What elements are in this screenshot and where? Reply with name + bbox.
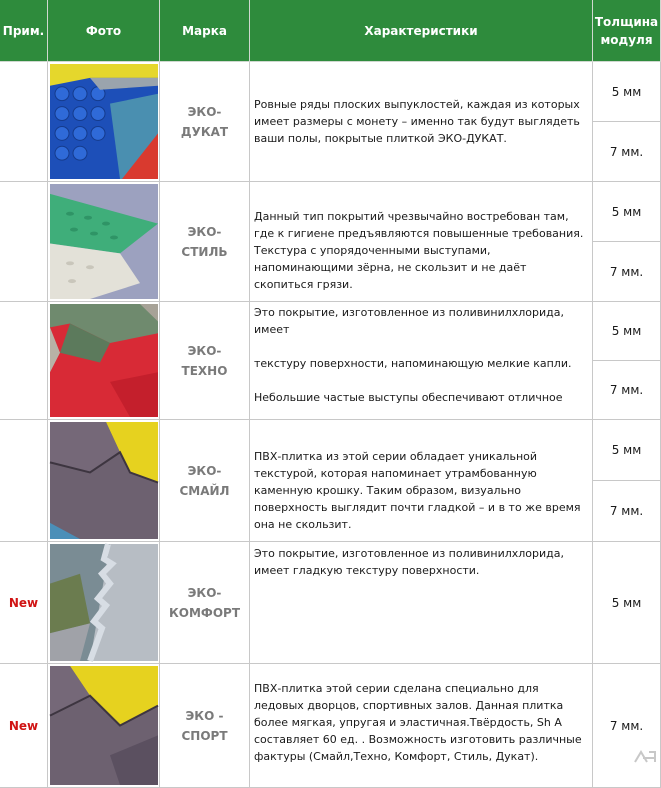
thickness-cell <box>593 420 661 542</box>
description <box>250 420 593 542</box>
brand-line1: ЭКО - <box>185 708 224 723</box>
row-note-new: New <box>0 664 48 788</box>
brand-line1: ЭКО- <box>187 585 222 600</box>
thickness-cell <box>593 542 661 664</box>
brand-line2: СТИЛЬ <box>181 244 228 259</box>
thickness-cell <box>593 182 661 302</box>
brand-line1: ЭКО- <box>187 343 222 358</box>
watermark-logo-icon <box>633 748 657 766</box>
brand-cell <box>160 302 250 420</box>
description <box>250 62 593 182</box>
description-text: ПВХ-плитка этой серии сделана специально для ледовых дворцов, спортивных залов. Данная плитка более мягкая, упругая и эластичная.Твёрдость, Sh A составляет 60 ед. . Возможность изготовить различные фактуры (Смайл,Техно, Комфорт, Стиль, Дукат). <box>254 682 582 763</box>
brand-cell <box>160 182 250 302</box>
description-line: Это покрытие, изготовленное из поливинилхлорида, имеет <box>254 306 565 336</box>
row-note <box>0 302 48 420</box>
header-brand: Марка <box>160 0 250 62</box>
header-thickness-line2: модуля <box>600 32 653 47</box>
description-text: Это покрытие, изготовленное из поливинилхлорида, имеет гладкую текстуру поверхности. <box>254 547 565 577</box>
brand-cell <box>160 62 250 182</box>
row-note-new: New <box>0 542 48 664</box>
thickness-value: 5 мм <box>593 420 660 481</box>
thickness-cell <box>593 302 661 420</box>
thickness-value: 7 мм. <box>609 144 644 159</box>
brand-line2: СМАЙЛ <box>179 483 230 498</box>
brand-line1: ЭКО- <box>187 104 222 119</box>
header-thickness-line1: Толщина <box>594 14 659 29</box>
thickness-value: 5 мм <box>593 302 660 361</box>
brand-line1: ЭКО- <box>187 224 222 239</box>
description-text: ПВХ-плитка из этой серии обладает уникальной текстурой, которая напоминает утрамбованную каменную крошку. Таким образом, визуально поверхность выглядит почти гладкой – и в то же время она не скользит. <box>254 450 581 531</box>
brand-cell <box>160 664 250 788</box>
row-note <box>0 62 48 182</box>
thickness-value: 5 мм <box>593 62 660 122</box>
thickness-value: 7 мм. <box>609 264 644 279</box>
thickness-value: 7 мм. <box>609 504 644 518</box>
description-line: текстуру поверхности, напоминающую мелкие капли. <box>254 357 572 370</box>
product-photo-komfort <box>48 542 160 664</box>
product-photo-stil <box>48 182 160 302</box>
thickness-value: 5 мм <box>611 595 642 610</box>
header-photo: Фото <box>48 0 160 62</box>
brand-line2: ДУКАТ <box>180 124 229 139</box>
description <box>250 302 593 420</box>
brand-cell <box>160 542 250 664</box>
row-note <box>0 182 48 302</box>
header-specs: Характеристики <box>250 0 593 62</box>
product-photo-tehno <box>48 302 160 420</box>
thickness-value: 5 мм <box>593 182 660 242</box>
row-note <box>0 420 48 542</box>
brand-cell <box>160 420 250 542</box>
product-photo-sport <box>48 664 160 788</box>
description <box>250 182 593 302</box>
description <box>250 664 593 788</box>
description <box>250 542 593 664</box>
brand-line2: ТЕХНО <box>181 363 228 378</box>
product-photo-smail <box>48 420 160 542</box>
thickness-value: 7 мм. <box>609 718 644 733</box>
header-thickness <box>593 0 661 62</box>
brand-line1: ЭКО- <box>187 463 222 478</box>
header-note: Прим. <box>0 0 48 62</box>
product-photo-dukat <box>48 62 160 182</box>
description-text: Ровные ряды плоских выпуклостей, каждая из которых имеет размеры с монету – именно так будут выглядеть ваши полы, покрытые плиткой ЭКО-ДУКАТ. <box>254 98 580 145</box>
thickness-value: 7 мм. <box>609 383 644 397</box>
brand-line2: КОМФОРТ <box>168 605 241 620</box>
description-text: Данный тип покрытий чрезвычайно востребован там, где к гигиене предъявляются повышенные требования. Текстура с упорядоченными выступами, напоминающими зёрна, не скользит и не даёт скопиться грязи. <box>254 210 584 291</box>
thickness-cell <box>593 664 661 788</box>
thickness-cell <box>593 62 661 182</box>
brand-line2: СПОРТ <box>181 728 228 743</box>
description-line: Небольшие частые выступы обеспечивают отличное <box>254 391 563 404</box>
